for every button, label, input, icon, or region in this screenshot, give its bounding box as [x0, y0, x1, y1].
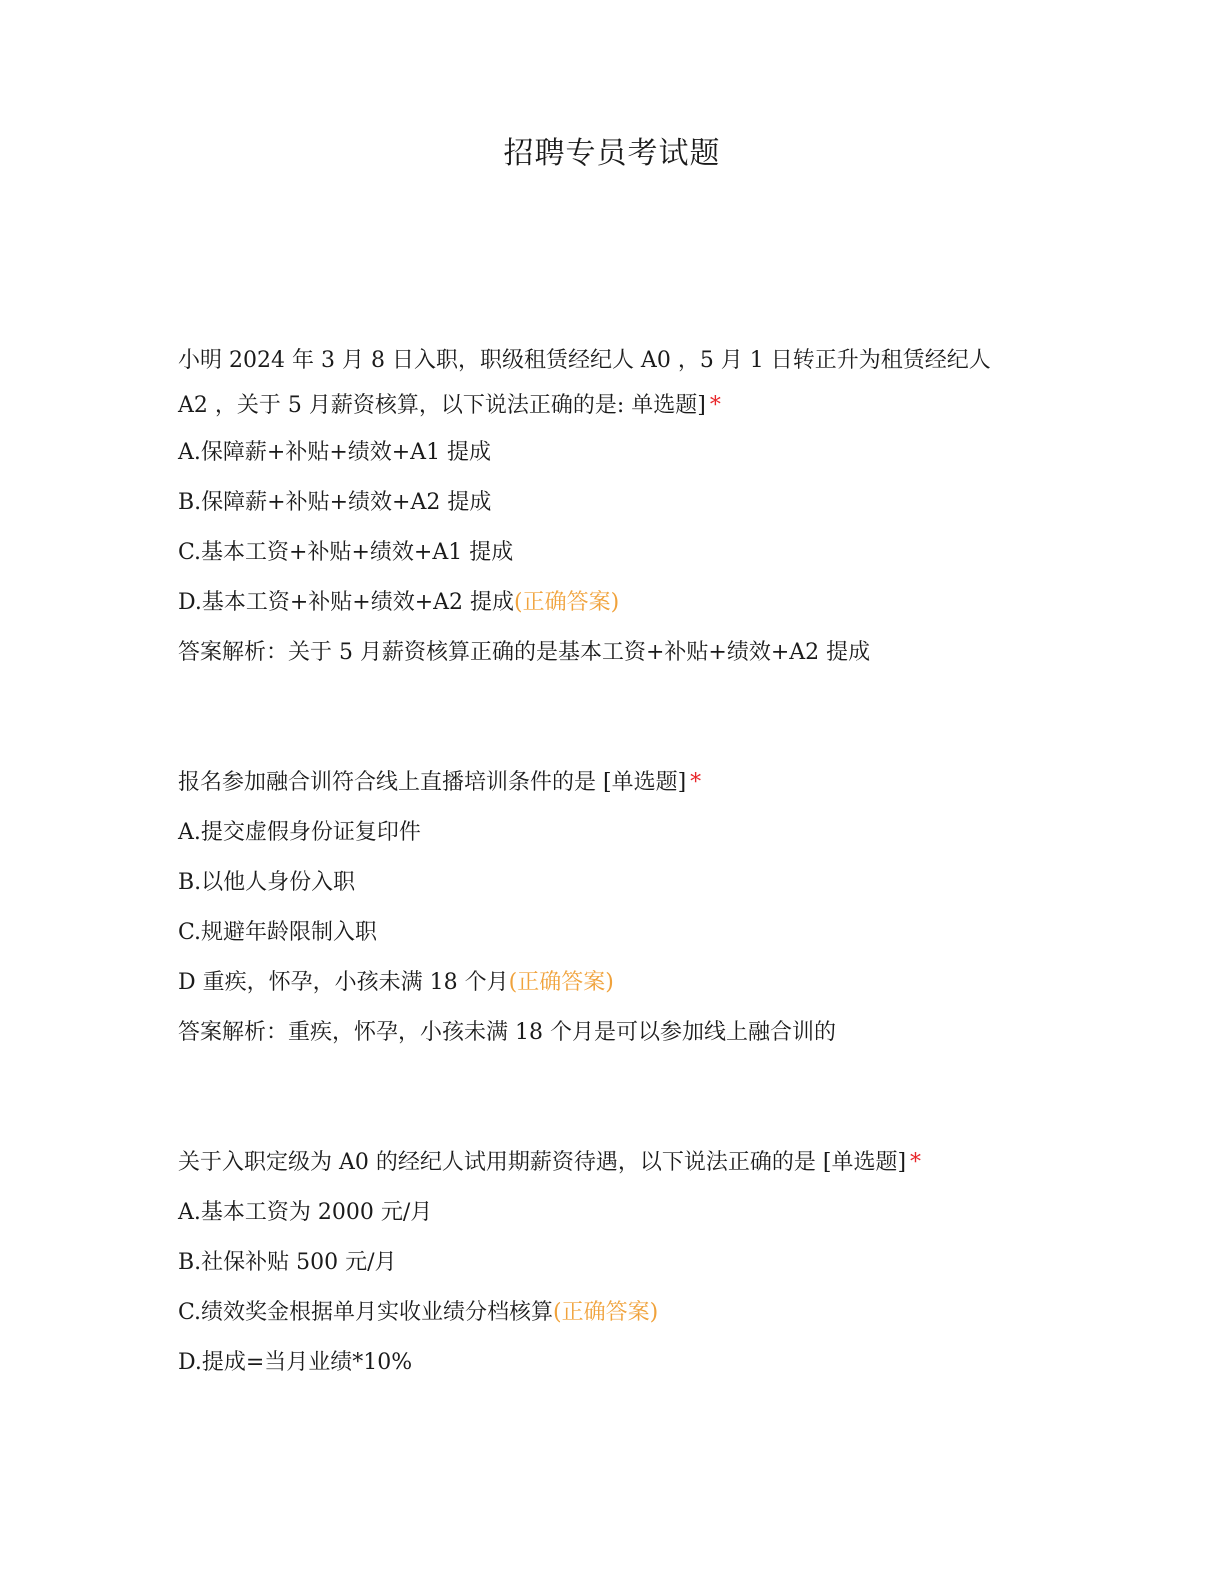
- option-a[interactable]: [178, 438, 1018, 488]
- option-text: A.提交虚假身份证复印件: [178, 820, 421, 845]
- question-stem-text: 报名参加融合训符合线上直播培训条件的是 [单选题]: [178, 770, 687, 795]
- question-stem: [178, 768, 1018, 818]
- correct-answer-mark: (正确答案): [553, 1300, 659, 1325]
- option-d[interactable]: [178, 1348, 1018, 1398]
- option-text: D.提成=当月业绩*10%: [178, 1350, 413, 1375]
- question-2: [178, 768, 1018, 1068]
- answer-analysis: 答案解析：关于 5 月薪资核算正确的是基本工资+补贴+绩效+A2 提成: [178, 640, 871, 665]
- option-c[interactable]: [178, 538, 1018, 588]
- option-b[interactable]: [178, 868, 1018, 918]
- correct-answer-mark: (正确答案): [514, 590, 620, 615]
- option-text: C.规避年龄限制入职: [178, 920, 378, 945]
- question-stem-text: 关于入职定级为 A0 的经纪人试用期薪资待遇，以下说法正确的是 [单选题]: [178, 1150, 907, 1175]
- option-b[interactable]: [178, 488, 1018, 538]
- required-star: *: [910, 1150, 922, 1175]
- option-text: B.以他人身份入职: [178, 870, 356, 895]
- question-stem-text: 小明 2024 年 3 月 8 日入职，职级租赁经纪人 A0 ，5 月 1 日转正升为租赁经纪人 A2 ，关于 5 月薪资核算，以下说法正确的是: 单选题]: [178, 348, 991, 418]
- required-star: *: [709, 393, 721, 418]
- option-text: A.保障薪+补贴+绩效+A1 提成: [178, 440, 492, 465]
- option-c[interactable]: [178, 918, 1018, 968]
- option-a[interactable]: [178, 818, 1018, 868]
- option-text: C.基本工资+补贴+绩效+A1 提成: [178, 540, 514, 565]
- option-d[interactable]: [178, 588, 1018, 638]
- answer-analysis: 答案解析：重疾，怀孕，小孩未满 18 个月是可以参加线上融合训的: [178, 1020, 836, 1045]
- option-text: B.保障薪+补贴+绩效+A2 提成: [178, 490, 492, 515]
- option-text: A.基本工资为 2000 元/月: [178, 1200, 433, 1225]
- question-stem: [178, 338, 1018, 428]
- option-text: C.绩效奖金根据单月实收业绩分档核算: [178, 1300, 554, 1325]
- option-text: D 重疾，怀孕，小孩未满 18 个月: [178, 970, 509, 995]
- option-d[interactable]: [178, 968, 1018, 1018]
- required-star: *: [690, 770, 702, 795]
- option-b[interactable]: [178, 1248, 1018, 1298]
- question-stem: [178, 1148, 1018, 1198]
- option-a[interactable]: [178, 1198, 1018, 1248]
- question-3: [178, 1148, 1018, 1398]
- question-1: [178, 338, 1018, 688]
- correct-answer-mark: (正确答案): [508, 970, 614, 995]
- option-text: B.社保补贴 500 元/月: [178, 1250, 397, 1275]
- option-text: D.基本工资+补贴+绩效+A2 提成: [178, 590, 515, 615]
- option-c[interactable]: [178, 1298, 1018, 1348]
- document-title: 招聘专员考试题: [503, 136, 721, 171]
